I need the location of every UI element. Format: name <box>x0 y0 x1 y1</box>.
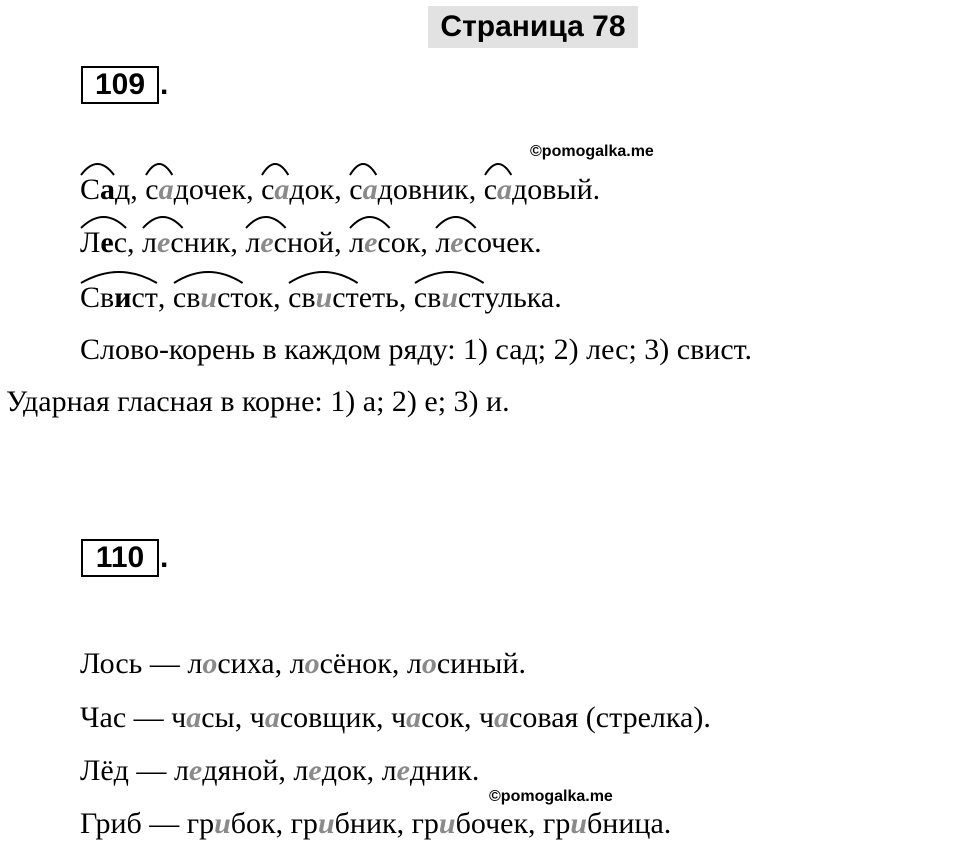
word-part: ч <box>479 701 495 734</box>
word-part: ст <box>332 281 359 314</box>
ex110-row-4 <box>80 806 671 842</box>
watermark: ©pomogalka.me <box>530 143 654 160</box>
word-part: л <box>349 226 365 259</box>
word-part: гр <box>290 807 318 840</box>
exercise-number-dot: . <box>160 68 169 101</box>
word-part: бник <box>334 807 397 840</box>
punctuation: , <box>273 281 289 314</box>
exercise-number-110: 110 <box>81 539 159 577</box>
word-root <box>261 172 289 208</box>
punctuation: , <box>468 173 484 206</box>
word-part: довый <box>512 173 593 206</box>
word <box>174 753 278 789</box>
word-root <box>349 172 377 208</box>
word <box>80 225 127 261</box>
word-part: С <box>80 173 101 206</box>
root-vowel: а <box>406 701 422 734</box>
word-part: сы <box>201 701 235 734</box>
word <box>145 172 246 208</box>
word-part: Св <box>80 281 115 314</box>
root-vowel: и <box>570 807 588 840</box>
punctuation: , <box>528 807 544 840</box>
word-root <box>414 280 485 316</box>
root-vowel: а <box>186 701 202 734</box>
root-vowel: и <box>200 281 218 314</box>
word <box>349 172 468 208</box>
word <box>382 753 472 789</box>
ex109-row-2 <box>80 225 542 261</box>
word-part: бок <box>230 807 276 840</box>
word <box>484 172 593 208</box>
root-arc-mark <box>142 212 184 230</box>
word-part: ок <box>390 226 421 259</box>
word-part: л <box>289 647 305 680</box>
row-head-word: Лось — <box>80 647 188 680</box>
word <box>173 280 273 316</box>
word-part: ст <box>131 281 158 314</box>
word <box>291 806 397 842</box>
ex109-row-1 <box>80 172 600 208</box>
punctuation: . <box>518 647 526 680</box>
word-part: л <box>187 647 203 680</box>
root-arc-mark <box>484 159 512 177</box>
root-vowel: и <box>214 807 231 840</box>
word-part: очек <box>476 226 535 259</box>
ex110-row-3 <box>80 753 479 789</box>
page-title: Страница 78 <box>428 6 638 48</box>
root-arc-mark <box>80 267 158 285</box>
word-part: довник <box>377 173 469 206</box>
root-vowel: и <box>441 281 458 314</box>
punctuation: . <box>703 701 711 734</box>
word-part: дяной <box>202 754 279 787</box>
punctuation: , <box>396 807 412 840</box>
punctuation: , <box>420 226 436 259</box>
word-part: бница <box>587 807 664 840</box>
word-part: совая (стрелка) <box>509 701 704 734</box>
word-part: св <box>413 281 442 314</box>
ex109-root-word-answer: Слово-корень в каждом ряду: 1) сад; 2) лес; 3) свист. <box>80 333 752 366</box>
word-part: сок <box>421 701 465 734</box>
root-vowel: е <box>308 754 322 787</box>
word <box>187 806 276 842</box>
root-vowel: и <box>315 281 333 314</box>
punctuation: . <box>663 807 672 840</box>
word-root <box>435 225 477 261</box>
word-part: с <box>261 173 275 206</box>
word-part: гр <box>411 807 439 840</box>
punctuation: , <box>274 647 290 680</box>
row-head-word: Час — <box>80 701 172 734</box>
word-part: с <box>377 226 391 259</box>
watermark: ©pomogalka.me <box>489 788 613 805</box>
root-vowel: а <box>274 173 290 206</box>
word-part: ст <box>217 281 244 314</box>
word <box>435 225 534 261</box>
word-part: ной <box>286 226 335 259</box>
root-vowel: а <box>497 173 513 206</box>
root-arc-mark <box>173 267 244 285</box>
punctuation: . <box>534 226 542 259</box>
word-part: с <box>145 173 159 206</box>
word <box>479 700 703 736</box>
word-part: ч <box>249 701 265 734</box>
word-part: д <box>115 173 131 206</box>
word-part: ч <box>171 701 187 734</box>
punctuation: , <box>234 701 250 734</box>
root-vowel: и <box>317 807 335 840</box>
root-vowel: а <box>362 173 378 206</box>
word-root <box>245 225 287 261</box>
word-root <box>288 280 359 316</box>
punctuation: , <box>130 173 146 206</box>
word <box>407 646 519 682</box>
punctuation: , <box>398 281 414 314</box>
ex110-row-1 <box>80 646 526 682</box>
word-part: св <box>172 281 201 314</box>
root-vowel: а <box>264 701 280 734</box>
root-vowel: и <box>114 281 132 314</box>
ex110-row-2 <box>80 700 711 736</box>
word-part: док <box>289 173 335 206</box>
word-part: дочек <box>173 173 247 206</box>
punctuation: , <box>366 754 382 787</box>
root-vowel: е <box>364 226 378 259</box>
word-part: совщик <box>279 701 377 734</box>
word-part: с <box>170 226 184 259</box>
word <box>80 280 158 316</box>
root-arc-mark <box>349 212 391 230</box>
root-arc-mark <box>245 212 287 230</box>
word-part: л <box>293 754 309 787</box>
word-root <box>142 225 184 261</box>
punctuation: , <box>230 226 246 259</box>
word-root <box>349 225 391 261</box>
word-part: л <box>406 647 422 680</box>
root-vowel: а <box>158 173 174 206</box>
punctuation: . <box>592 173 601 206</box>
word-part: с <box>463 226 477 259</box>
word-part: сёнок <box>319 647 392 680</box>
word <box>412 806 528 842</box>
word <box>245 225 334 261</box>
word <box>391 700 464 736</box>
word-part: с <box>113 226 128 259</box>
punctuation: . <box>554 281 562 314</box>
root-arc-mark <box>80 212 127 230</box>
word-part: с <box>273 226 287 259</box>
word-part: ч <box>391 701 407 734</box>
word <box>293 753 366 789</box>
word-part: Л <box>80 226 101 259</box>
root-vowel: а <box>100 173 116 206</box>
word-part: л <box>245 226 261 259</box>
root-vowel: о <box>304 647 320 680</box>
punctuation: , <box>334 173 350 206</box>
word-part: синый <box>436 647 519 680</box>
punctuation: , <box>275 807 291 840</box>
root-vowel: е <box>188 754 203 787</box>
root-vowel: а <box>494 701 510 734</box>
word-part: еть <box>358 281 399 314</box>
root-arc-mark <box>288 267 359 285</box>
exercise-number-dot: . <box>160 541 169 574</box>
punctuation: . <box>471 754 480 787</box>
root-vowel: е <box>100 226 114 259</box>
root-arc-mark <box>261 159 289 177</box>
punctuation: , <box>391 647 407 680</box>
word-part: л <box>173 754 189 787</box>
word <box>250 700 376 736</box>
word <box>349 225 420 261</box>
root-vowel: о <box>421 647 437 680</box>
root-vowel: о <box>202 647 218 680</box>
word <box>171 700 235 736</box>
root-vowel: и <box>438 807 456 840</box>
word <box>290 646 392 682</box>
word-part: св <box>288 281 316 314</box>
word <box>543 806 664 842</box>
word-part: ст <box>458 281 485 314</box>
word-part: гр <box>543 807 571 840</box>
word-part: с <box>483 173 498 206</box>
root-arc-mark <box>414 267 485 285</box>
word-part: дник <box>409 754 472 787</box>
word-part: бочек <box>455 807 529 840</box>
word-part: л <box>142 226 157 259</box>
punctuation: , <box>278 754 294 787</box>
word-root <box>484 172 512 208</box>
row-head-word: Лёд — <box>80 754 174 787</box>
exercise-number-109: 109 <box>81 66 159 104</box>
punctuation: , <box>127 226 143 259</box>
root-vowel: е <box>450 226 464 259</box>
word-root <box>80 225 127 261</box>
ex109-stressed-vowel-answer: Ударная гласная в корне: 1) а; 2) е; 3) и. <box>6 385 510 418</box>
word-part: сиха <box>217 647 275 680</box>
row-head-word: Гриб — <box>80 807 187 840</box>
word-root <box>80 172 115 208</box>
root-arc-mark <box>349 159 377 177</box>
ex109-row-3 <box>80 280 562 316</box>
word-part: с <box>349 173 363 206</box>
word <box>142 225 230 261</box>
root-arc-mark <box>145 159 173 177</box>
root-arc-mark <box>435 212 477 230</box>
punctuation: , <box>464 701 480 734</box>
word <box>80 172 130 208</box>
word-part: л <box>381 754 397 787</box>
root-vowel: е <box>157 226 171 259</box>
punctuation: , <box>246 173 262 206</box>
root-vowel: е <box>396 754 410 787</box>
root-arc-mark <box>80 159 115 177</box>
punctuation: , <box>334 226 350 259</box>
word-part: ок <box>243 281 274 314</box>
word <box>261 172 334 208</box>
word-part: ник <box>183 226 231 259</box>
root-vowel: е <box>260 226 274 259</box>
word-part: гр <box>186 807 215 840</box>
word-root <box>145 172 173 208</box>
punctuation: , <box>157 281 173 314</box>
word <box>187 646 274 682</box>
word-part: док <box>321 754 367 787</box>
word-root <box>80 280 158 316</box>
word <box>414 280 554 316</box>
word-part: л <box>435 226 451 259</box>
punctuation: , <box>376 701 392 734</box>
word-part: улька <box>484 281 555 314</box>
word <box>288 280 399 316</box>
word-root <box>173 280 244 316</box>
